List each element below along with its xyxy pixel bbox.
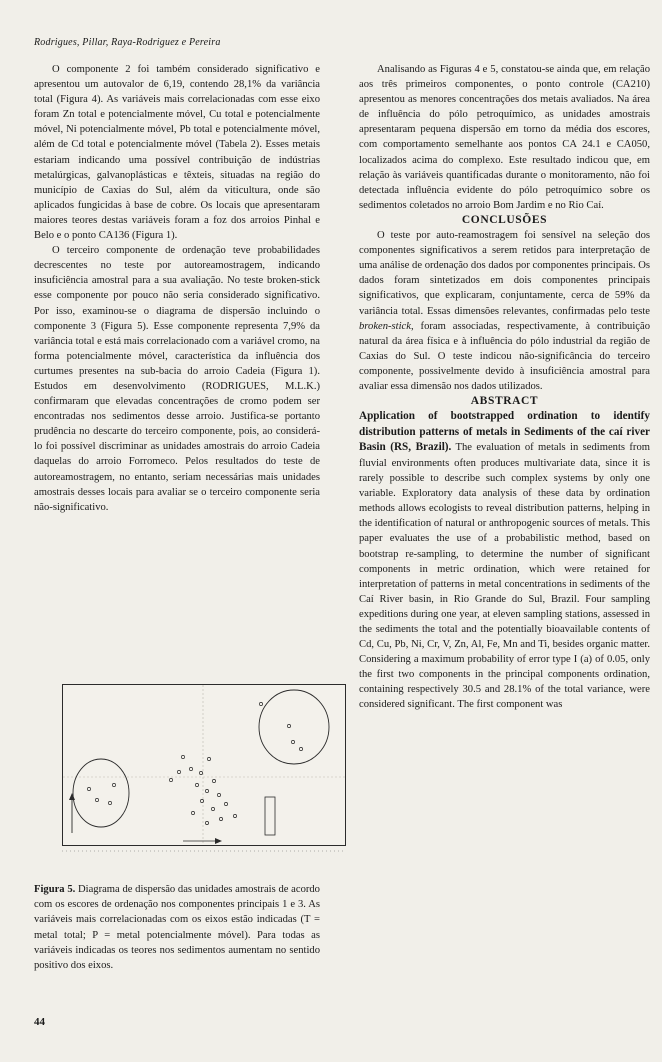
sample-point xyxy=(233,814,236,817)
sample-point xyxy=(219,817,222,820)
sample-point xyxy=(169,778,172,781)
scatter-plot xyxy=(63,685,345,845)
sample-point xyxy=(259,702,262,705)
sample-point xyxy=(224,802,227,805)
scatter-plot-frame xyxy=(62,684,346,846)
sample-point xyxy=(95,798,98,801)
sample-point xyxy=(299,747,302,750)
figure-caption xyxy=(34,882,320,973)
figure-caption-text: Diagrama de dispersão das unidades amostrais de acordo com os escores de ordenação nos componentes principais 1 e 3. As variáveis mais correlacionadas com os eixos estão indicadas (T = metal total; P = metal potencialmente móvel). Para todas as variáveis indicadas os teores nos sedimentos aumentam no sentido positivo dos eixos. xyxy=(34,884,320,972)
body-paragraph: Analisando as Figuras 4 e 5, constatou-se ainda que, em relação aos três primeiros componentes, o ponto controle (CA210) apresentou as menores concentrações dos metais avaliados. Na área de influência do pólo petroquímico, as unidades amostrais apresentaram pequena dispersão em torno da média dos escores, com comportamento semelhante aos pontos CA 24.1 e CA050, localizados acima do complexo. Este resultado indicou que, em relação às variáveis quantificadas durante o monitoramento, não foi detectada influência evidente do pólo petroquímico sobre os sedimentos coletados no arroio Bom Jardim e no Rio Caí. xyxy=(359,64,650,211)
sample-point xyxy=(191,811,194,814)
horizontal-axis-arrowhead xyxy=(215,838,222,844)
figure-caption-label: Figura 5. xyxy=(34,884,76,895)
sample-point xyxy=(199,771,202,774)
body-paragraph: O componente 2 foi também considerado significativo e apresentou um autovalor de 6,19, contendo 28,1% da variância total (Figura 4). As variáveis mais correlacionadas com esse eixo foram Zn total e potencialmente móvel, Cu total e potencialmente móvel, Ni potencialmente móvel, Pb total e potencialmente móvel, além de Cd total e potencialmente móvel (Tabela 2). Esses metais estariam indicando uma possível contribuição de indústrias metalúrgicas, galvanoplásticas e têxteis, situadas na região do município de Caxias do Sul, além da viticultura, onde são aplicados fungicidas à base de cobre. Os locais que apresentaram maiores teores destas variáveis foram a foz dos arroios Pinhal e Belo e o ponto CA136 (Figura 1). xyxy=(34,64,320,242)
sample-point xyxy=(87,787,90,790)
abstract-title: Application of bootstrapped ordination to identify distribution patterns of metals in Sediments of the caí river Basin (RS, Brazil). xyxy=(359,410,650,454)
abstract-text: The evaluation of metals in sediments from fluvial environments often produces multivariate data, since it is rarely possible to describe such complex systems by only one variable. Exploratory data analysis of these data by ordination methods allows ecologists to reveal distribution patterns, helping in the identification of natural or anthropogenic sources of metals. This paper evaluates the use of a probabilistic method, based on bootstrap re-sampling, to determine the number of significant components in metric ordination, which were retained for interpretation of patterns in metal concentrations in sediments of the Caí River basin, in Rio Grande do Sul, Brazil. Four sampling expeditions during one year, at eleven sampling stations, assessed in the sediments the total and the potentially bioavailable contents of Cd, Cu, Pb, Ni, Cr, V, Zn, Al, Fe, Mn and Ti, besides organic matter. Considering a maximum probability of error type I (a) of 0.05, only the first two components in the principal components ordination, containing respectively 30.5 and 28.1% of the total variance, were considered significant. The first component was xyxy=(359,442,650,711)
sample-point xyxy=(212,779,215,782)
figure-bottom-strip xyxy=(62,846,344,856)
sample-point xyxy=(205,789,208,792)
body-paragraph: O terceiro componente de ordenação teve probabilidades decrescentes no teste por autoreamostragem, indicando insuficiência amostral para a sua avaliação. No teste broken-stick esse componente por pouco não seria considerado significativo. Por isso, examinou-se o diagrama de dispersão incluindo o componente 3 (Figura 5). Esse componente representa 7,9% da variância total e está mais correlacionado com a variável cromo, na forma potencialmente móvel, característica da influência dos curtumes presentes na sub-bacia do arroio Cadeia (Figura 1). Estudos em desenvolvimento (RODRIGUES, M.L.K.) confirmaram que elevadas concentrações de cromo podem ser encontradas nos sedimentos desse arroio. Justifica-se portanto prudência no descarte do terceiro componente, pois, ao considerá-lo foi possível discriminar as unidades amostrais do arroio Cadeia daquelas do arroio Forromeco. Pelos resultados do teste de autoreamostragem, no entanto, seriam necessárias mais unidades amostrais desses locais para avaliar se o terceiro componente seria não-significativo. xyxy=(34,245,320,513)
group-ellipse-upper-right xyxy=(259,690,329,764)
conclusions-paragraph xyxy=(359,228,650,394)
conclusions-text-part: , foram associadas, respectivamente, à contribuição natural da área física e à influência do pólo industrial da região de Caxias do Sul. O teste indicou não-significância do terceiro componente, possivelmente devido à insuficiência amostral para avaliar essa dimensão nos dados utilizados. xyxy=(359,320,650,392)
group-ellipse-left xyxy=(73,759,129,827)
sample-point xyxy=(217,793,220,796)
abstract-heading: ABSTRACT xyxy=(470,395,539,408)
sample-point xyxy=(108,801,111,804)
sample-point xyxy=(291,740,294,743)
sample-point xyxy=(205,821,208,824)
sample-point xyxy=(181,755,184,758)
conclusions-heading: CONCLUSÕES xyxy=(461,213,548,226)
sample-point xyxy=(211,807,214,810)
running-head: Rodrigues, Pillar, Raya-Rodriguez e Pereira xyxy=(34,37,221,48)
sample-point xyxy=(207,757,210,760)
abstract-paragraph xyxy=(359,409,650,712)
sample-point xyxy=(287,724,290,727)
sample-point xyxy=(177,770,180,773)
sample-point xyxy=(112,783,115,786)
tick-marks xyxy=(62,849,344,859)
right-column xyxy=(359,62,650,713)
sample-point xyxy=(189,767,192,770)
left-column xyxy=(34,62,320,515)
vertical-axis-arrowhead xyxy=(69,793,75,800)
conclusions-text-part: O teste por auto-reamostragem foi sensível na seleção dos componentes significativos a serem retidos para interpretação de uma análise de ordenação dos dados por componentes principais. Os dados foram sintetizados em dois componentes principais significativos, que explicaram, conjuntamente, cerca de 59% da variância total. Essas dimensões relevantes, confirmadas pelo teste xyxy=(359,230,650,317)
group-rectangle xyxy=(265,797,275,835)
figure-5 xyxy=(62,684,344,860)
page-number: 44 xyxy=(34,1016,45,1028)
conclusions-emphasis: broken-stick xyxy=(359,320,411,332)
sample-point xyxy=(195,783,198,786)
